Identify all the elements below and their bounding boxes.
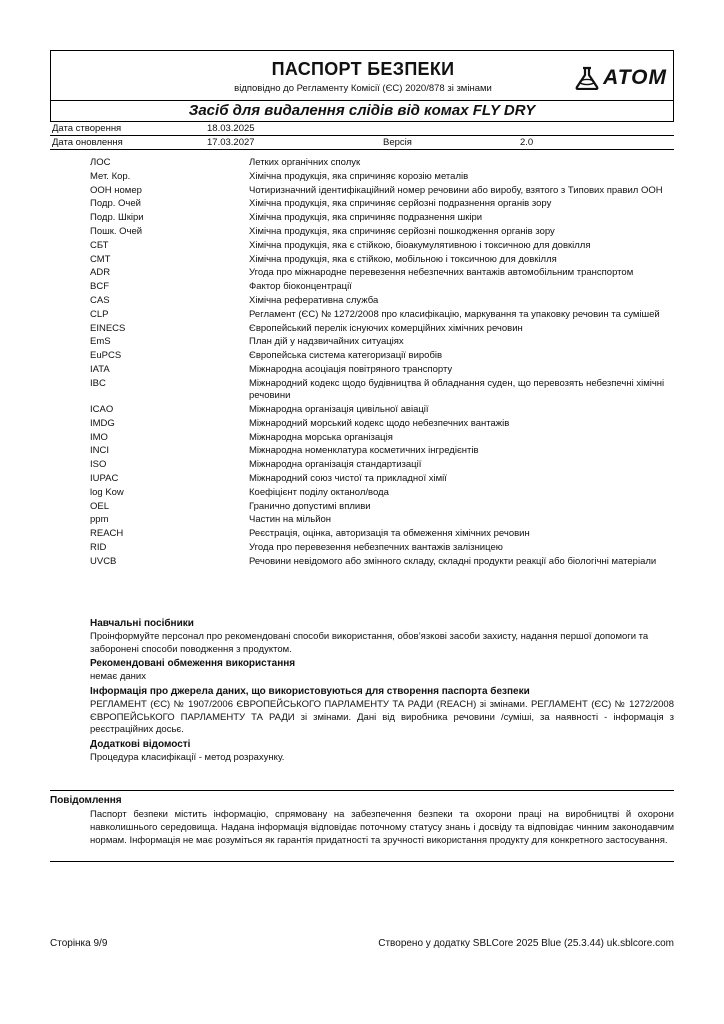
document-title: ПАСПОРТ БЕЗПЕКИ: [271, 59, 455, 79]
abbreviation-key: RID: [90, 542, 107, 554]
abbreviation-row: [90, 254, 672, 267]
abbreviation-definition: Хімічна продукція, яка спричиняє подразнення шкіри: [249, 212, 483, 224]
document-subtitle: відповідно до Регламенту Комісії (ЄС) 2020/878 зі змінами: [234, 83, 492, 94]
abbreviation-key: ООН номер: [90, 184, 142, 196]
abbreviation-key: ppm: [90, 514, 109, 526]
abbreviation-row: [90, 212, 672, 225]
abbreviation-key: СМТ: [90, 253, 111, 265]
abbreviation-definition: Міжнародна організація стандартизації: [249, 459, 422, 471]
training-title: Навчальні посібники: [90, 618, 194, 629]
abbreviation-row: [90, 473, 672, 486]
abbreviation-definition: Частин на мільйон: [249, 514, 332, 526]
abbreviation-row: [90, 404, 672, 417]
abbreviation-key: Подр. Очей: [90, 198, 141, 210]
abbreviation-definition: Міжнародна морська організація: [249, 431, 393, 443]
sources-text: РЕГЛАМЕНТ (ЄС) № 1907/2006 ЄВРОПЕЙСЬКОГО ПАРЛАМЕНТУ ТА РАДИ (REACH) зі змінами. РЕГЛАМЕНТ (ЄС) № 1272/2008 ЄВРОПЕЙСЬКОГО ПАРЛАМЕНТУ ТА РАДИ зі змінами. Дані від виробника речовини /суміші, за наявності - інформація з реєстраційних досьє.: [90, 699, 674, 735]
abbreviation-definition: Чотиризначний ідентифікаційний номер речовини або виробу, взятого з Типових правил ООН: [249, 184, 663, 196]
product-name: Засіб для видалення слідів від комах FLY DRY: [50, 100, 674, 122]
abbreviation-key: log Kow: [90, 486, 124, 498]
abbreviation-row: [90, 171, 672, 184]
abbreviation-key: ICAO: [90, 404, 114, 416]
abbreviation-definition: Хімічна продукція, яка є стійкою, біоакумулятивною і токсичною для довкілля: [249, 239, 591, 251]
abbreviation-definition: Фактор біоконцентрації: [249, 281, 352, 293]
restrictions-section: [90, 657, 674, 684]
abbreviation-key: CAS: [90, 294, 110, 306]
document-header: [50, 50, 674, 100]
abbreviation-row: [90, 295, 672, 308]
abbreviation-row: [90, 281, 672, 294]
abbreviation-definition: План дій у надзвичайних ситуаціях: [249, 336, 404, 348]
abbreviation-key: CLP: [90, 308, 109, 320]
training-section: [90, 617, 674, 656]
abbreviation-definition: Європейська система категоризації виробів: [249, 350, 443, 362]
abbreviation-row: [90, 336, 672, 349]
abbreviation-key: IMO: [90, 431, 108, 443]
abbreviation-definition: Міжнародний союз чистої та прикладної хімії: [249, 473, 447, 485]
atom-flask-icon: [574, 66, 600, 90]
abbreviation-row: [90, 185, 672, 198]
abbreviation-definition: Реєстрація, оцінка, авторизація та обмеження хімічних речовин: [249, 528, 530, 540]
abbreviation-row: [90, 487, 672, 500]
page-number: Сторінка 9/9: [50, 938, 108, 949]
notice-bottom-rule: [50, 861, 674, 862]
abbreviation-key: EuPCS: [90, 350, 122, 362]
abbreviation-row: [90, 501, 672, 514]
abbreviation-row: [90, 432, 672, 445]
abbreviation-key: ЛОС: [90, 157, 111, 168]
abbreviation-definition: Хімічна продукція, яка спричиняє серйозні пошкодження органів зору: [249, 225, 555, 237]
abbreviation-key: BCF: [90, 281, 109, 293]
abbreviation-row: [90, 226, 672, 239]
abbreviation-row: [90, 378, 672, 403]
abbreviation-key: EmS: [90, 336, 111, 348]
abbreviation-row: [90, 542, 672, 555]
additional-text: Процедура класифікації - метод розрахунку.: [90, 752, 285, 763]
restrictions-text: немає даних: [90, 671, 146, 682]
abbreviation-row: [90, 240, 672, 253]
additional-section: [90, 738, 674, 765]
abbreviation-key: OEL: [90, 500, 110, 512]
abbreviation-row: [90, 556, 672, 569]
abbreviation-definition: Міжнародна номенклатура косметичних інгредієнтів: [249, 445, 479, 457]
abbreviation-row: [90, 364, 672, 377]
abbreviation-definition: Речовини невідомого або змінного складу, складні продукти реакції або біологічні матеріали: [249, 555, 657, 567]
restrictions-title: Рекомендовані обмеження використання: [90, 658, 296, 669]
training-text: Проінформуйте персонал про рекомендовані способи використання, обов’язкові засоби захисту, надання першої допомоги та заборонені способи поводження з продуктом.: [90, 631, 649, 655]
sources-title: Інформація про джерела даних, що використовуються для створення паспорта безпеки: [90, 686, 530, 697]
abbreviation-row: [90, 514, 672, 527]
additional-title: Додаткові відомості: [90, 739, 191, 750]
abbreviation-key: ADR: [90, 267, 111, 279]
generator-credit: Створено у додатку SBLCore 2025 Blue (25.3.44) uk.sblcore.com: [378, 938, 674, 949]
logo-text: ATOM: [603, 66, 667, 89]
notice-top-rule: [50, 790, 674, 791]
abbreviation-definition: Міжнародний морський кодекс щодо небезпечних вантажів: [249, 417, 510, 429]
company-logo: [574, 66, 667, 90]
abbreviation-definition: Летких органічних сполук: [249, 157, 361, 168]
abbreviation-definition: Угода про міжнародне перевезення небезпечних вантажів автомобільним транспортом: [249, 267, 634, 279]
abbreviation-key: IBC: [90, 377, 106, 389]
document-meta: [50, 122, 674, 150]
abbreviation-row: [90, 528, 672, 541]
abbreviation-row: [90, 445, 672, 458]
created-value: 18.03.2025: [207, 123, 255, 134]
updated-label: Дата оновлення: [52, 137, 123, 148]
abbreviations-list: [90, 157, 672, 570]
sources-section: [90, 685, 674, 737]
abbreviation-key: IUPAC: [90, 473, 119, 485]
abbreviation-row: [90, 157, 672, 170]
abbreviation-row: [90, 350, 672, 363]
abbreviation-row: [90, 198, 672, 211]
abbreviation-row: [90, 323, 672, 336]
created-row: [50, 122, 674, 136]
created-label: Дата створення: [52, 123, 122, 134]
abbreviation-definition: Хімічна продукція, яка спричиняє корозію металів: [249, 170, 469, 182]
abbreviation-row: [90, 267, 672, 280]
abbreviation-key: INCI: [90, 445, 109, 457]
abbreviation-key: IMDG: [90, 417, 115, 429]
abbreviation-definition: Міжнародна організація цивільної авіації: [249, 404, 429, 416]
abbreviation-key: REACH: [90, 528, 124, 540]
abbreviation-key: СБТ: [90, 239, 109, 251]
abbreviation-definition: Європейський перелік існуючих комерційних хімічних речовин: [249, 322, 523, 334]
abbreviation-definition: Регламент (ЄС) № 1272/2008 про класифікацію, маркування та упаковку речовин та сумішей: [249, 308, 660, 320]
notice-title: Повідомлення: [50, 795, 122, 806]
abbreviation-definition: Міжнародна асоціація повітряного транспорту: [249, 363, 453, 375]
abbreviation-key: Пошк. Очей: [90, 225, 143, 237]
abbreviation-key: ISO: [90, 459, 107, 471]
abbreviation-definition: Хімічна продукція, яка є стійкою, мобільною і токсичною для довкілля: [249, 253, 557, 265]
abbreviation-key: IATA: [90, 363, 110, 375]
version-label: Версія: [383, 137, 412, 148]
abbreviation-definition: Коефіцієнт поділу октанол/вода: [249, 486, 389, 498]
abbreviation-definition: Хімічна реферативна служба: [249, 294, 379, 306]
abbreviation-key: EINECS: [90, 322, 126, 334]
abbreviation-definition: Хімічна продукція, яка спричиняє серйозні подразнення органів зору: [249, 198, 552, 210]
updated-row: [50, 136, 674, 150]
abbreviation-row: [90, 309, 672, 322]
updated-value: 17.03.2027: [207, 137, 255, 148]
abbreviation-row: [90, 418, 672, 431]
abbreviation-key: Мет. Кор.: [90, 170, 131, 182]
abbreviation-definition: Угода про перевезення небезпечних вантажів залізницею: [249, 542, 503, 554]
abbreviation-key: Подр. Шкіри: [90, 212, 144, 224]
abbreviation-definition: Міжнародний кодекс щодо будівництва й обладнання суден, що перевозять небезпечні хімічні речовини: [249, 377, 665, 402]
abbreviation-definition: Гранично допустимі впливи: [249, 500, 371, 512]
version-value: 2.0: [520, 137, 534, 148]
abbreviation-key: UVCB: [90, 555, 117, 567]
abbreviation-row: [90, 459, 672, 472]
notice-text: Паспорт безпеки містить інформацію, спрямовану на забезпечення безпеки та охорони праці на виробництві й охорони навколишнього середовища. Надана інформація відповідає поточному статусу знань і досвіду та відповідає чинним законодавчим нормам. Інформація не має розуміться як гарантія придатності та зручності використання продукту для конкретного застосування.: [90, 809, 674, 846]
